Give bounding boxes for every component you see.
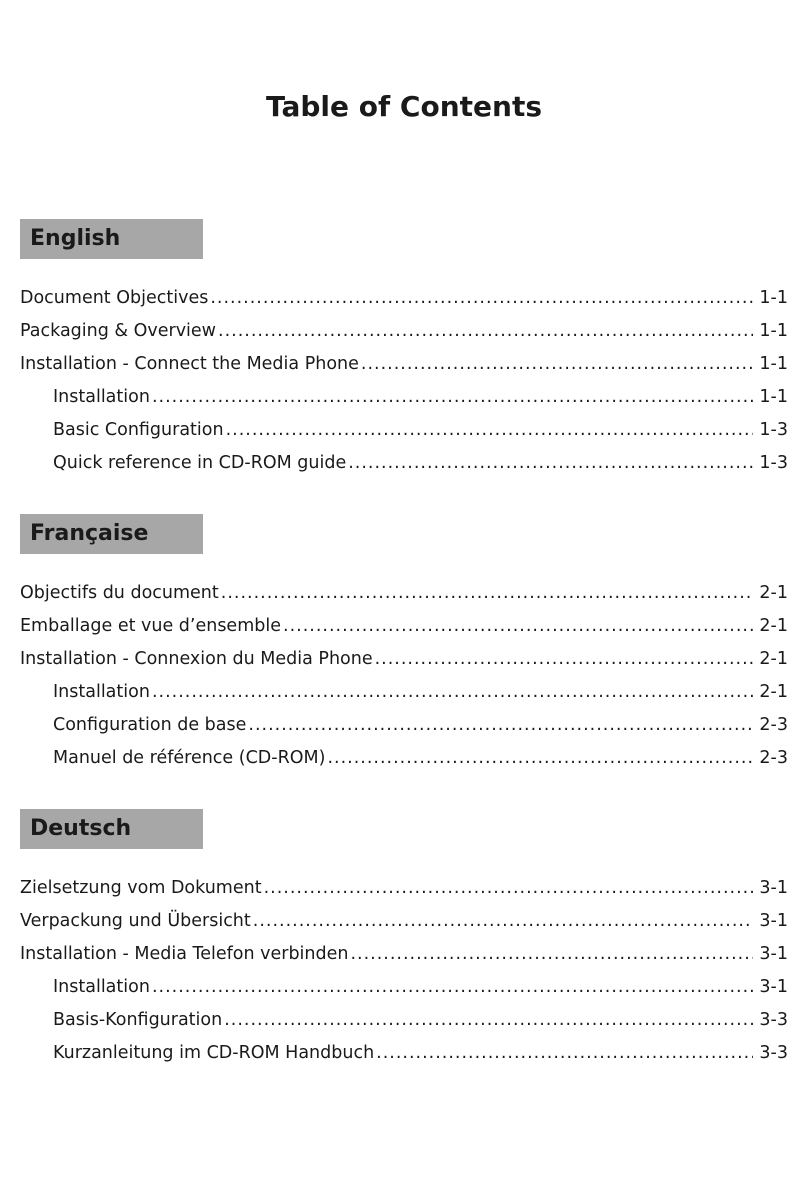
section-english — [20, 219, 788, 480]
toc-entry-page: 3-1 — [759, 878, 788, 898]
toc-entries — [20, 282, 788, 480]
toc-entry-page: 1-1 — [759, 321, 788, 341]
toc-entry-label: Zielsetzung vom Dokument — [20, 878, 262, 898]
section-francaise — [20, 514, 788, 775]
toc-entry-label: Objectifs du document — [20, 583, 219, 603]
toc-entries — [20, 577, 788, 775]
dot-leader — [253, 905, 754, 938]
toc-entries — [20, 872, 788, 1070]
toc-entry[interactable] — [20, 905, 788, 938]
toc-entry-label: Verpackung und Übersicht — [20, 911, 251, 931]
toc-subentry[interactable] — [20, 1004, 788, 1037]
toc-entry-page: 1-1 — [759, 288, 788, 308]
toc-entry-label: Installation - Connect the Media Phone — [20, 354, 359, 374]
toc-entry[interactable] — [20, 315, 788, 348]
toc-subentry[interactable] — [20, 414, 788, 447]
toc-subentry[interactable] — [20, 676, 788, 709]
toc-entry-page: 1-3 — [759, 453, 788, 473]
toc-entry-label: Manuel de référence (CD-ROM) — [53, 748, 326, 768]
toc-entry-page: 3-1 — [759, 911, 788, 931]
section-heading: English — [20, 219, 203, 259]
page-title: Table of Contents — [265, 90, 542, 123]
toc-entry-label: Installation — [53, 387, 150, 407]
toc-subentry[interactable] — [20, 447, 788, 480]
toc-entry-label: Installation - Connexion du Media Phone — [20, 649, 373, 669]
toc-entry[interactable] — [20, 577, 788, 610]
dot-leader — [375, 643, 754, 676]
toc-entry-page: 2-1 — [759, 682, 788, 702]
toc-entry-page: 1-1 — [759, 354, 788, 374]
toc-entry[interactable] — [20, 643, 788, 676]
toc-entry-page: 2-1 — [759, 649, 788, 669]
toc-entry-page: 3-3 — [759, 1010, 788, 1030]
dot-leader — [350, 938, 753, 971]
toc-entry-label: Quick reference in CD-ROM guide — [53, 453, 347, 473]
dot-leader — [224, 1004, 753, 1037]
toc-entry-label: Installation - Media Telefon verbinden — [20, 944, 349, 964]
toc-entry-label: Installation — [53, 682, 150, 702]
dot-leader — [327, 742, 753, 775]
toc-entry-page: 1-3 — [759, 420, 788, 440]
toc-entry-label: Kurzanleitung im CD-ROM Handbuch — [53, 1043, 375, 1063]
dot-leader — [283, 610, 753, 643]
toc-entry[interactable] — [20, 872, 788, 905]
dot-leader — [376, 1037, 753, 1070]
section-heading: Française — [20, 514, 203, 554]
dot-leader — [152, 971, 753, 1004]
toc-entry-page: 2-3 — [759, 748, 788, 768]
toc-entry-page: 3-1 — [759, 944, 788, 964]
toc-entry-page: 3-1 — [759, 977, 788, 997]
dot-leader — [152, 381, 753, 414]
toc-entry-page: 1-1 — [759, 387, 788, 407]
toc-subentry[interactable] — [20, 971, 788, 1004]
dot-leader — [218, 315, 753, 348]
dot-leader — [221, 577, 754, 610]
toc-subentry[interactable] — [20, 742, 788, 775]
toc-entry[interactable] — [20, 282, 788, 315]
dot-leader — [226, 414, 754, 447]
dot-leader — [152, 676, 753, 709]
toc-entry-page: 3-3 — [759, 1043, 788, 1063]
toc-entry[interactable] — [20, 348, 788, 381]
toc-subentry[interactable] — [20, 709, 788, 742]
toc-entry[interactable] — [20, 610, 788, 643]
toc-entry-label: Packaging & Overview — [20, 321, 216, 341]
toc-entry-label: Document Objectives — [20, 288, 209, 308]
section-heading: Deutsch — [20, 809, 203, 849]
dot-leader — [361, 348, 754, 381]
toc-entry[interactable] — [20, 938, 788, 971]
toc-entry-label: Emballage et vue d’ensemble — [20, 616, 281, 636]
toc-entry-label: Installation — [53, 977, 150, 997]
toc-subentry[interactable] — [20, 1037, 788, 1070]
toc-entry-page: 2-1 — [759, 616, 788, 636]
dot-leader — [264, 872, 754, 905]
dot-leader — [210, 282, 753, 315]
dot-leader — [348, 447, 753, 480]
section-deutsch — [20, 809, 788, 1070]
toc-subentry[interactable] — [20, 381, 788, 414]
toc-entry-label: Basic Configuration — [53, 420, 224, 440]
toc-entry-label: Basis-Konfiguration — [53, 1010, 223, 1030]
toc-entry-label: Configuration de base — [53, 715, 247, 735]
toc-entry-page: 2-1 — [759, 583, 788, 603]
toc-entry-page: 2-3 — [759, 715, 788, 735]
dot-leader — [248, 709, 753, 742]
